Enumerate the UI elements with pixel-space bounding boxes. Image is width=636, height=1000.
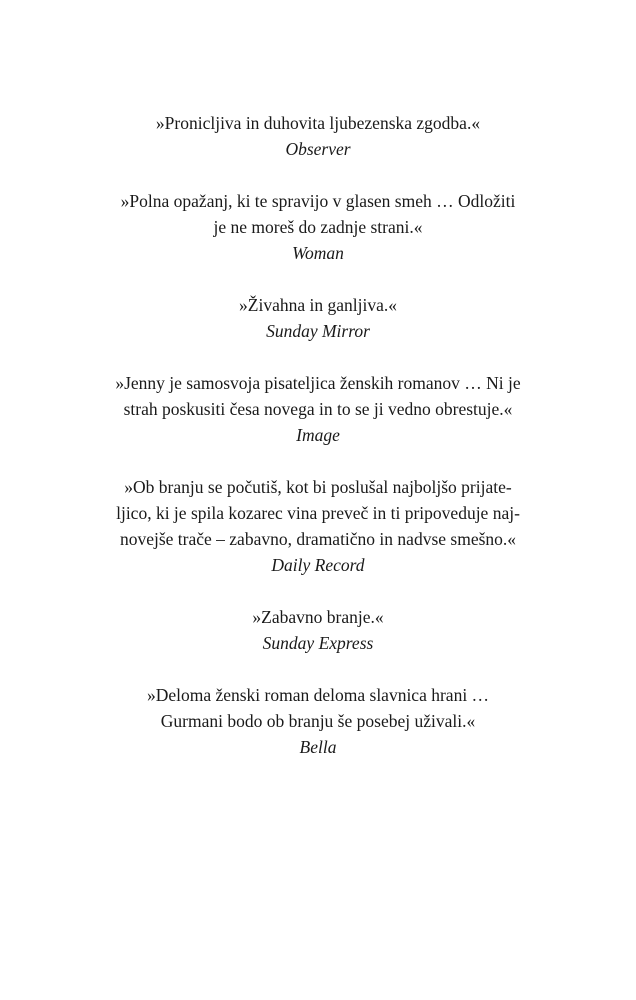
review-blurb <box>0 604 636 656</box>
quote-source: Daily Record <box>271 555 365 575</box>
quote-line: »Deloma ženski roman deloma slavnica hrani … <box>146 685 490 705</box>
review-quotes <box>0 110 636 786</box>
quote-line: Gurmani bodo ob branju še posebej uživali.« <box>160 711 476 731</box>
review-blurb <box>0 110 636 162</box>
quote-line: novejše trače – zabavno, dramatično in nadvse smešno.« <box>119 529 517 549</box>
quote-source: Sunday Express <box>262 633 374 653</box>
quote-line: »Jenny je samosvoja pisateljica ženskih romanov … Ni je <box>115 373 521 393</box>
quote-line: »Pronicljiva in duhovita ljubezenska zgodba.« <box>155 113 481 133</box>
quote-line: »Zabavno branje.« <box>252 607 384 627</box>
quote-source: Sunday Mirror <box>266 321 370 341</box>
quote-source: Bella <box>299 737 337 757</box>
quote-line: »Polna opažanj, ki te spravijo v glasen smeh … Odložiti <box>120 191 516 211</box>
quote-line: »Ob branju se počutiš, kot bi poslušal najboljšo prijate- <box>124 477 512 497</box>
quote-line: je ne moreš do zadnje strani.« <box>213 217 423 237</box>
review-blurb <box>0 292 636 344</box>
review-blurb <box>0 188 636 266</box>
quote-line: strah poskusiti česa novega in to se ji vedno obrestuje.« <box>123 399 513 419</box>
review-blurb <box>0 370 636 448</box>
quote-source: Image <box>296 425 340 445</box>
quote-line: ljico, ki je spila kozarec vina preveč in ti pripoveduje naj- <box>116 503 520 523</box>
quote-source: Woman <box>292 243 344 263</box>
review-blurb <box>0 682 636 760</box>
quote-line: »Živahna in ganljiva.« <box>239 295 397 315</box>
quote-source: Observer <box>285 139 351 159</box>
review-blurb <box>0 474 636 578</box>
